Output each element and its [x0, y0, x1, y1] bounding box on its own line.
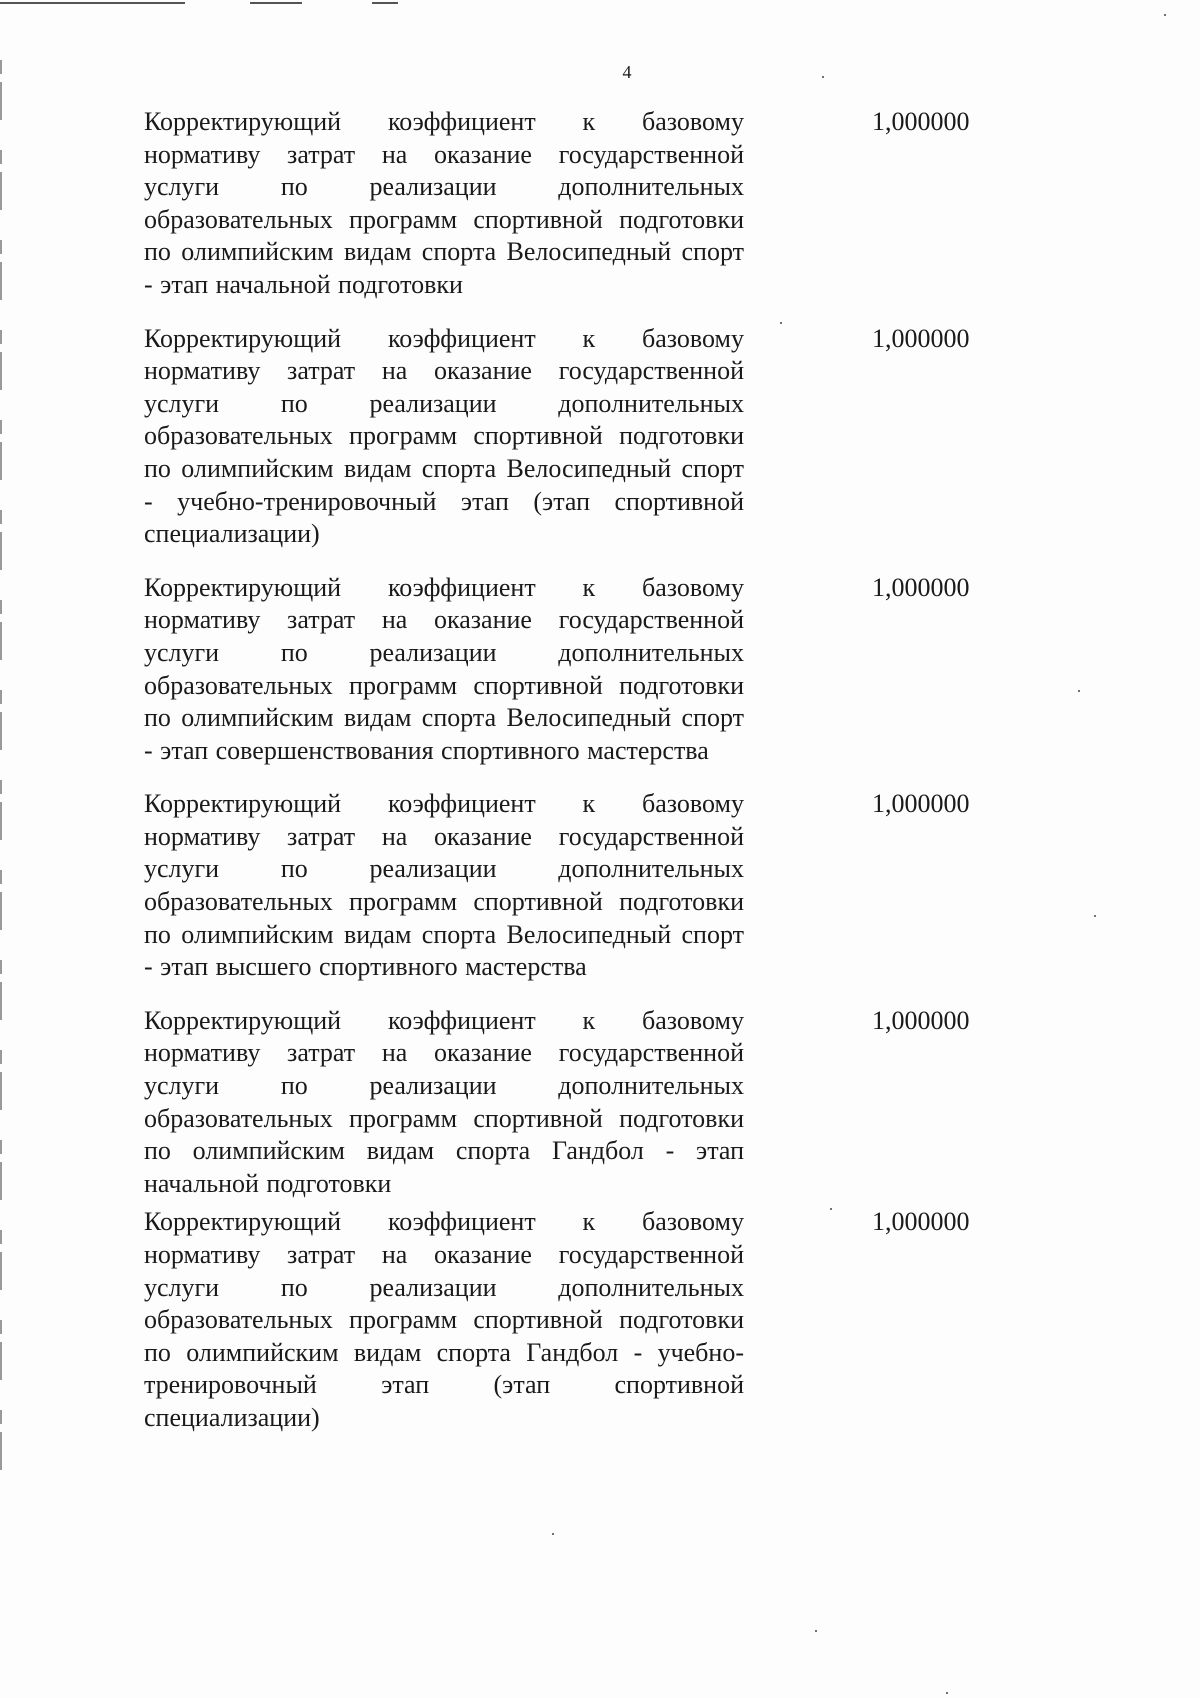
coefficient-description: Корректирующий коэффициент к базовому нормативу затрат на оказание государственной услуги по реализации дополнительных образовательных программ спортивной подготовки по олимпийским видам спорта Велосипедный спорт - учебно-тренировочный этап (этап спортивной специализации)	[144, 323, 744, 549]
coefficient-value: 1,000000	[872, 789, 970, 819]
coefficient-description: Корректирующий коэффициент к базовому нормативу затрат на оказание государственной услуги по реализации дополнительных образовательных программ спортивной подготовки по олимпийским видам спорта Велосипедный спорт - этап высшего спортивного мастерства	[144, 789, 744, 982]
scan-speck	[1164, 14, 1166, 16]
coefficient-description: Корректирующий коэффициент к базовому нормативу затрат на оказание государственной услуги по реализации дополнительных образовательных программ спортивной подготовки по олимпийским видам спорта Гандбол - этап начальной подготовки	[144, 1005, 744, 1198]
coefficient-value: 1,000000	[872, 1005, 970, 1035]
scan-speck	[552, 1533, 554, 1535]
coefficient-description: Корректирующий коэффициент к базовому нормативу затрат на оказание государственной услуги по реализации дополнительных образовательных программ спортивной подготовки по олимпийским видам спорта Велосипедный спорт - этап совершенствования спортивного мастерства	[144, 572, 744, 765]
scan-speck	[946, 1692, 948, 1694]
coefficient-entry	[0, 572, 1200, 768]
coefficient-value: 1,000000	[872, 323, 970, 353]
coefficient-description: Корректирующий коэффициент к базовому нормативу затрат на оказание государственной услуги по реализации дополнительных образовательных программ спортивной подготовки по олимпийским видам спорта Велосипедный спорт - этап начальной подготовки	[144, 107, 744, 299]
coefficient-value: 1,000000	[872, 572, 970, 602]
coefficient-value: 1,000000	[872, 107, 970, 136]
coefficient-list	[0, 106, 1200, 1456]
scan-speck	[815, 1630, 817, 1632]
coefficient-entry	[0, 106, 1200, 302]
coefficient-entry	[0, 323, 1200, 551]
coefficient-entry	[0, 1206, 1200, 1434]
coefficient-entry	[0, 788, 1200, 984]
page-number: 4	[622, 62, 632, 82]
coefficient-value: 1,000000	[872, 1207, 970, 1237]
scan-speck	[822, 76, 824, 78]
scan-edge-line	[372, 2, 398, 4]
scan-edge-line	[0, 2, 185, 4]
scan-edge-line	[250, 2, 302, 4]
coefficient-entry	[0, 1005, 1200, 1201]
coefficient-description: Корректирующий коэффициент к базовому нормативу затрат на оказание государственной услуги по реализации дополнительных образовательных программ спортивной подготовки по олимпийским видам спорта Гандбол - учебно-тренировочный этап (этап спортивной специализации)	[144, 1207, 744, 1432]
